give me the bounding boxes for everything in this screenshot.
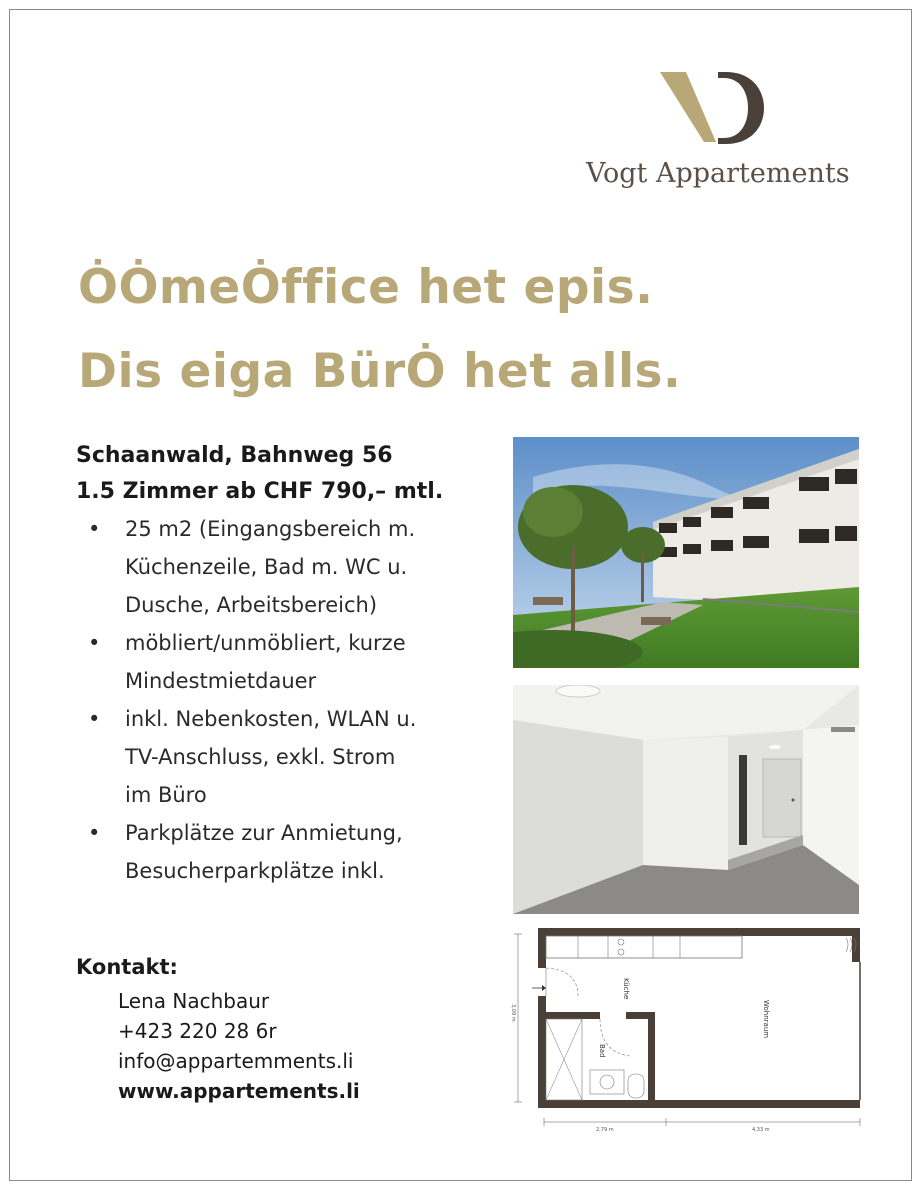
feature-text: Dusche, Arbeitsbereich) xyxy=(125,593,378,617)
brand-name: Vogt Appartements xyxy=(586,158,850,189)
headline-line-1: ȮȮmeȮffice het epis. xyxy=(78,260,654,315)
plan-label-kitchen: Küche xyxy=(622,978,630,1000)
feature-item xyxy=(88,510,498,624)
feature-item xyxy=(88,700,498,814)
plan-label-bath: Bad xyxy=(598,1044,606,1058)
feature-text: Parkplätze zur Anmietung, xyxy=(125,821,403,845)
plan-label-living: Wohnraum xyxy=(762,1000,770,1039)
headline-line-2: Dis eiga BürȮ het alls. xyxy=(78,344,682,399)
contact-website[interactable]: www.appartements.li xyxy=(118,1079,360,1103)
listing-header xyxy=(76,438,443,510)
plan-dim-right: 4,33 m xyxy=(752,1127,770,1133)
contact-heading: Kontakt: xyxy=(76,955,178,979)
bullet-icon: • xyxy=(88,821,101,845)
exterior-photo xyxy=(513,437,859,668)
plan-dim-height: 3,09 m xyxy=(510,1004,516,1022)
feature-item xyxy=(88,624,498,700)
interior-photo xyxy=(513,685,859,914)
feature-list xyxy=(88,510,498,890)
contact-block xyxy=(118,986,360,1106)
feature-text: Küchenzeile, Bad m. WC u. xyxy=(125,555,408,579)
headline xyxy=(78,246,681,414)
contact-name: Lena Nachbaur xyxy=(118,989,270,1013)
feature-text: inkl. Nebenkosten, WLAN u. xyxy=(125,707,417,731)
feature-text: Mindestmietdauer xyxy=(125,669,317,693)
contact-phone[interactable]: +423 220 28 6r xyxy=(118,1019,277,1043)
listing-address: Schaanwald, Bahnweg 56 xyxy=(76,443,393,468)
feature-text: Besucherparkplätze inkl. xyxy=(125,859,385,883)
bullet-icon: • xyxy=(88,707,101,731)
vd-logo-icon xyxy=(660,68,766,148)
contact-email[interactable]: info@appartemments.li xyxy=(118,1049,354,1073)
listing-price: 1.5 Zimmer ab CHF 790,– mtl. xyxy=(76,479,444,504)
plan-dim-left: 2,79 m xyxy=(596,1127,614,1133)
bullet-icon: • xyxy=(88,631,101,655)
feature-text: 25 m2 (Eingangsbereich m. xyxy=(125,517,416,541)
feature-text: möbliert/unmöbliert, kurze xyxy=(125,631,406,655)
feature-text: im Büro xyxy=(125,783,207,807)
feature-text: TV-Anschluss, exkl. Strom xyxy=(125,745,396,769)
feature-item xyxy=(88,814,498,890)
bullet-icon: • xyxy=(88,517,101,541)
floor-plan xyxy=(508,928,866,1134)
